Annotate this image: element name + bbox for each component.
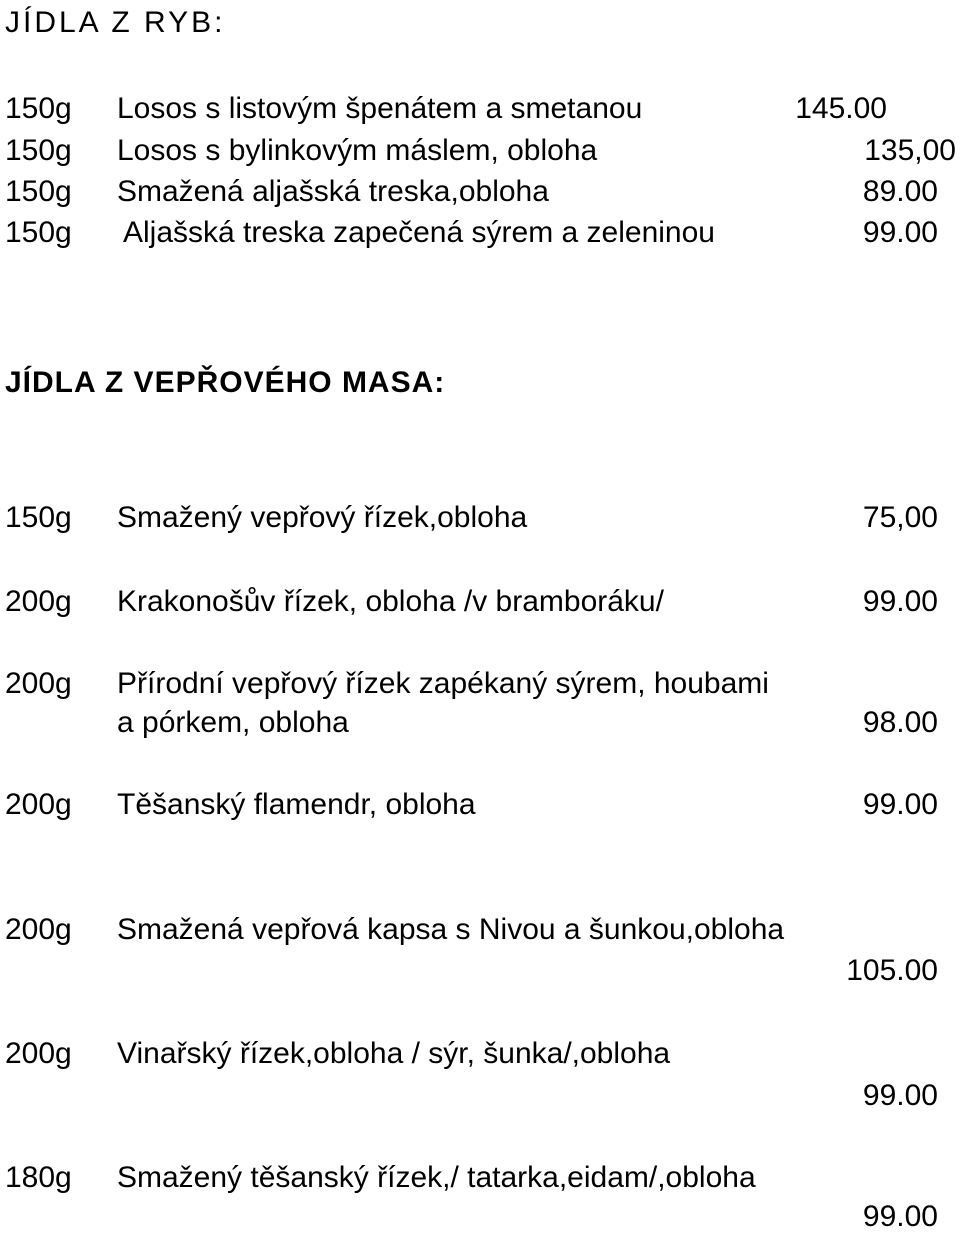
item-price: 99.00 [862, 216, 938, 249]
item-weight: 200g [5, 913, 72, 946]
item-weight: 150g [5, 92, 72, 125]
item-weight: 200g [5, 788, 72, 821]
item-price: 98.00 [862, 706, 938, 739]
item-price: 135,00 [864, 134, 956, 167]
item-price: 99.00 [862, 1079, 938, 1112]
item-name: Vinařský řízek,obloha / sýr, šunka/,obloha [117, 1037, 671, 1070]
item-weight: 150g [5, 216, 72, 249]
item-price: 145.00 [795, 92, 887, 125]
item-price: 89.00 [862, 175, 938, 208]
item-price: 75,00 [862, 501, 938, 534]
item-weight: 150g [5, 134, 72, 167]
item-name: Smažená aljašská treska,obloha [117, 175, 549, 208]
item-name: Losos s bylinkovým máslem, obloha [117, 134, 598, 167]
item-weight: 150g [5, 175, 72, 208]
item-weight: 200g [5, 667, 72, 700]
item-name: Smažená vepřová kapsa s Nivou a šunkou,obloha [117, 913, 785, 946]
item-weight: 180g [5, 1161, 72, 1194]
section-heading-pork: JÍDLA Z VEPŘOVÉHO MASA: [5, 366, 446, 399]
item-name: Přírodní vepřový řízek zapékaný sýrem, houbami [117, 667, 769, 700]
section-heading-fish: JÍDLA Z RYB: [5, 6, 226, 39]
item-price: 99.00 [862, 1200, 938, 1233]
item-name: Krakonošův řízek, obloha /v bramboráku/ [117, 585, 664, 618]
item-name: Smažený těšanský řízek,/ tatarka,eidam/,obloha [117, 1161, 756, 1194]
item-name: Těšanský flamendr, obloha [117, 788, 476, 821]
item-price: 105.00 [846, 954, 938, 987]
item-weight: 200g [5, 585, 72, 618]
item-name: Aljašská treska zapečená sýrem a zeleninou [123, 216, 715, 249]
item-weight: 150g [5, 501, 72, 534]
item-name: Losos s listovým špenátem a smetanou [117, 92, 643, 125]
item-name: Smažený vepřový řízek,obloha [117, 501, 528, 534]
item-price: 99.00 [862, 788, 938, 821]
item-weight: 200g [5, 1037, 72, 1070]
item-price: 99.00 [862, 585, 938, 618]
item-name-line2: a pórkem, obloha [117, 706, 349, 739]
